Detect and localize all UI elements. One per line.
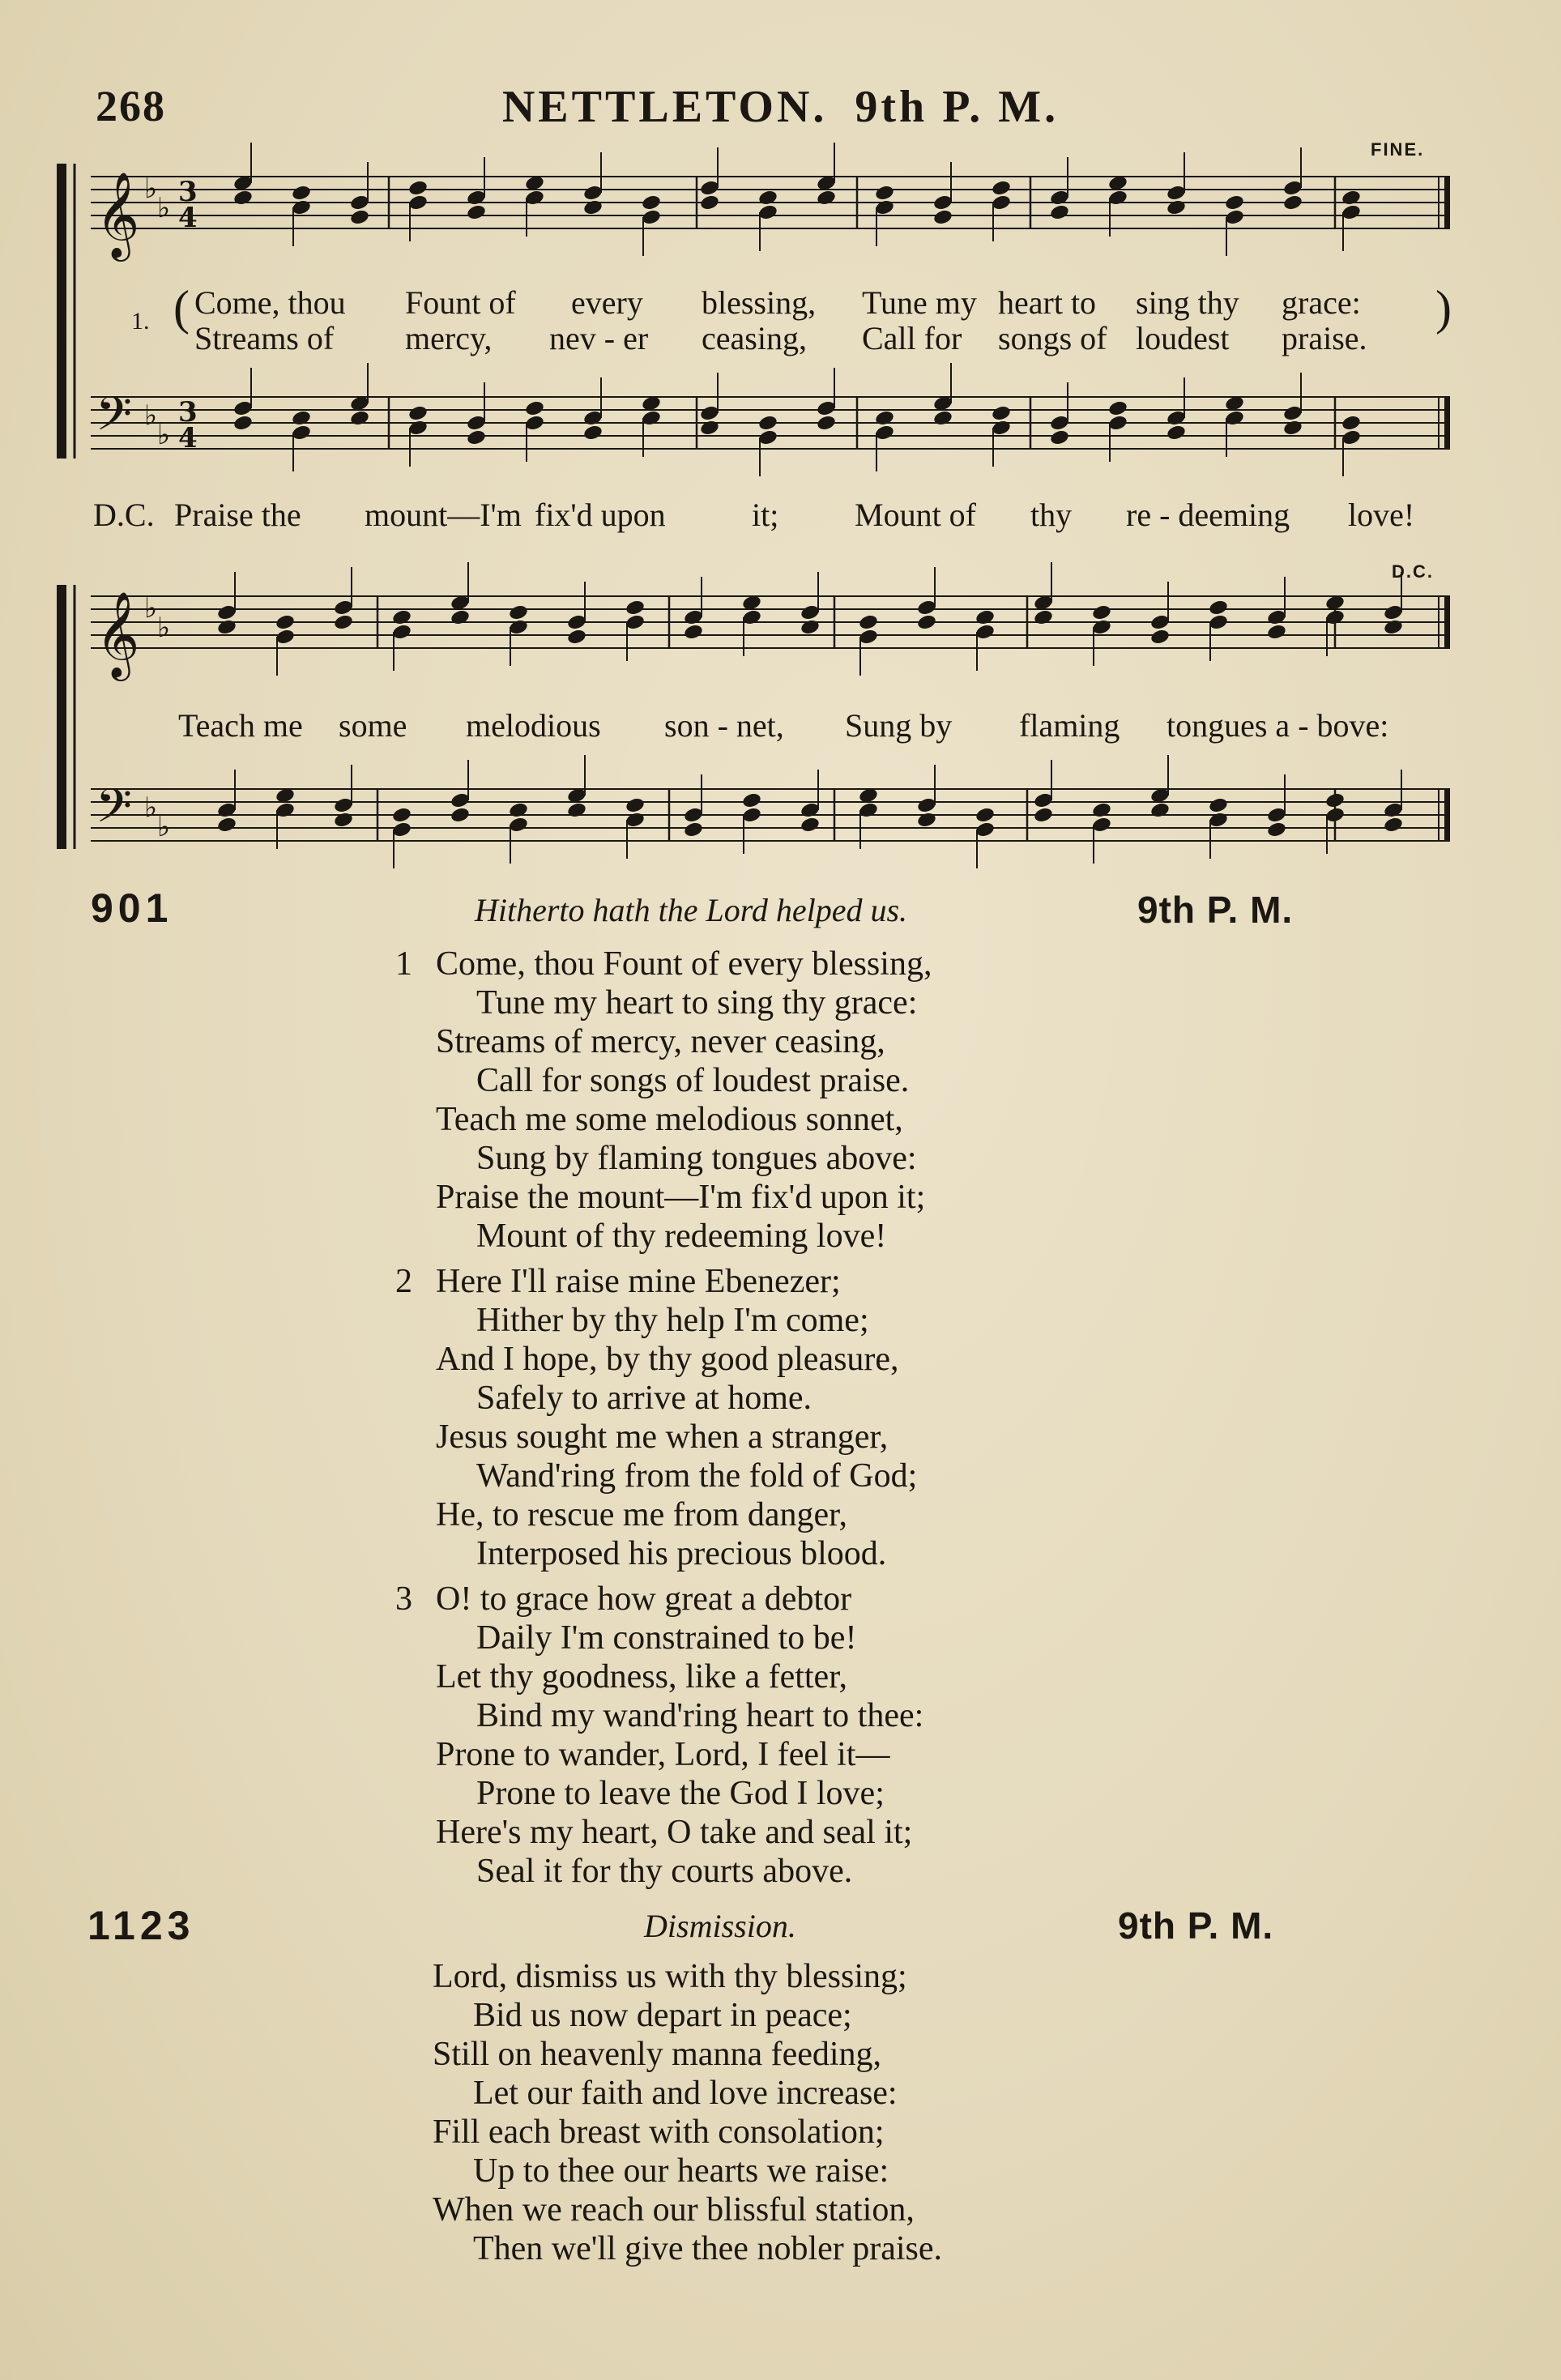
note-head bbox=[625, 599, 646, 616]
verse-line: Daily I'm constrained to be! bbox=[476, 1619, 857, 1657]
note-head bbox=[991, 179, 1012, 197]
treble-clef: 𝄞 bbox=[96, 591, 140, 677]
lyric-word: Praise the bbox=[174, 497, 301, 533]
lyric-word: Teach me bbox=[178, 707, 303, 744]
bass-clef: 𝄢 bbox=[96, 778, 133, 845]
verse-line: Sung by flaming tongues above: bbox=[476, 1140, 917, 1177]
flat-sign: ♭ bbox=[144, 791, 158, 824]
verse-line: Jesus sought me when a stranger, bbox=[436, 1418, 889, 1456]
time-signature-top: 3 bbox=[178, 176, 198, 208]
left-brace: ( bbox=[173, 281, 190, 335]
lyric-word: melodious bbox=[466, 707, 601, 744]
flat-sign: ♭ bbox=[157, 419, 171, 451]
note-head bbox=[508, 801, 529, 819]
treble-clef: 𝄞 bbox=[96, 171, 140, 258]
verse-line: Come, thou Fount of every blessing, bbox=[436, 945, 932, 983]
note-head bbox=[1049, 429, 1070, 446]
note-head bbox=[391, 608, 412, 626]
note-head bbox=[1383, 618, 1404, 636]
note-head bbox=[1149, 801, 1171, 819]
note-head bbox=[757, 414, 778, 432]
flat-sign: ♭ bbox=[157, 192, 171, 224]
note-head bbox=[407, 404, 429, 422]
flat-sign: ♭ bbox=[144, 399, 158, 432]
lyric-word: every bbox=[571, 284, 643, 321]
verse-line: Lord, dismiss us with thy blessing; bbox=[433, 1958, 907, 1995]
lyric-word: loudest bbox=[1136, 320, 1230, 356]
hymn-1123-meter: 9th P. M. bbox=[1118, 1904, 1274, 1947]
note-head bbox=[991, 404, 1012, 422]
note-head bbox=[683, 623, 704, 641]
note-head bbox=[216, 816, 237, 834]
time-signature-bottom: 4 bbox=[178, 422, 198, 454]
lyric-word: nev - er bbox=[549, 320, 649, 356]
note-head bbox=[1224, 194, 1245, 211]
note-head bbox=[800, 618, 821, 636]
lyric-word: love! bbox=[1348, 497, 1415, 533]
verse-line: Prone to wander, Lord, I feel it— bbox=[436, 1736, 890, 1773]
note-head bbox=[1266, 821, 1287, 838]
hymn-1123-text bbox=[433, 1957, 942, 2268]
lyric-word: flaming bbox=[1019, 707, 1120, 744]
note-head bbox=[566, 628, 587, 646]
note-head bbox=[757, 189, 778, 207]
verse-line: Call for songs of loudest praise. bbox=[476, 1062, 910, 1099]
note-head bbox=[1166, 198, 1187, 216]
note-head bbox=[916, 613, 937, 631]
note-head bbox=[916, 811, 937, 829]
verse-line: Interposed his precious blood. bbox=[476, 1535, 887, 1572]
stanza bbox=[436, 1262, 917, 1573]
note-head bbox=[816, 414, 837, 432]
note-head bbox=[641, 194, 662, 211]
lyric-word: D.C. bbox=[93, 497, 155, 533]
verse-line: Seal it for thy courts above. bbox=[476, 1853, 853, 1890]
note-head bbox=[450, 806, 471, 824]
note-head bbox=[582, 198, 604, 216]
time-signature-bottom: 4 bbox=[178, 202, 198, 234]
lyric-word: thy bbox=[1030, 497, 1073, 533]
verse-line: Prone to leave the God I love; bbox=[476, 1775, 885, 1812]
note-head bbox=[1383, 816, 1404, 834]
verse-line: Still on heavenly manna feeding, bbox=[433, 2036, 882, 2073]
hymn-number-1123: 1123 bbox=[87, 1903, 195, 1948]
verse-line: When we reach our blissful station, bbox=[433, 2191, 915, 2229]
note-head bbox=[291, 184, 312, 202]
stanza bbox=[436, 945, 932, 1256]
lyric-word: Sung by bbox=[845, 707, 953, 744]
note-head bbox=[333, 811, 354, 829]
page-number: 268 bbox=[96, 82, 166, 130]
note-head bbox=[932, 208, 953, 226]
verse-line: O! to grace how great a debtor bbox=[436, 1580, 852, 1618]
lyric-word: some bbox=[339, 707, 407, 744]
note-head bbox=[1091, 801, 1112, 819]
verse-line: Here's my heart, O take and seal it; bbox=[436, 1814, 913, 1851]
lyric-word: Call for bbox=[862, 320, 962, 356]
hymn-901-subtitle: Hitherto hath the Lord helped us. bbox=[475, 892, 908, 928]
verse-line: Wand'ring from the fold of God; bbox=[476, 1457, 918, 1495]
verse-line: Praise the mount—I'm fix'd upon it; bbox=[436, 1179, 926, 1216]
note-head bbox=[874, 184, 895, 202]
stanza-number: 1 bbox=[395, 945, 412, 983]
note-head bbox=[291, 409, 312, 427]
note-head bbox=[1324, 791, 1346, 809]
note-head bbox=[232, 414, 254, 432]
flat-sign: ♭ bbox=[144, 592, 158, 625]
double-bar-thick bbox=[1444, 177, 1450, 228]
lyric-word: Mount of bbox=[855, 497, 976, 533]
lyric-word: tongues a - bove: bbox=[1166, 707, 1389, 744]
note-head bbox=[1208, 599, 1229, 616]
lyric-word: heart to bbox=[998, 284, 1097, 321]
note-head bbox=[275, 613, 296, 631]
verse-line: Bid us now depart in peace; bbox=[473, 1997, 852, 2034]
bass-clef: 𝄢 bbox=[96, 386, 133, 453]
note-head bbox=[1208, 796, 1229, 814]
note-head bbox=[1282, 194, 1303, 211]
time-signature-top: 3 bbox=[178, 396, 198, 429]
lyric-word: it; bbox=[752, 497, 779, 533]
lyric-word: praise. bbox=[1282, 320, 1367, 356]
lyric-word: ceasing, bbox=[702, 320, 807, 356]
note-head bbox=[975, 806, 996, 824]
note-head bbox=[1266, 623, 1287, 641]
note-head bbox=[524, 399, 545, 417]
lyric-word: Streams of bbox=[194, 320, 335, 356]
lyric-word: grace: bbox=[1282, 284, 1361, 321]
note-head bbox=[450, 608, 471, 626]
note-head bbox=[333, 613, 354, 631]
lyric-word: mount—I'm bbox=[365, 497, 522, 533]
lyric-word: re - deeming bbox=[1126, 497, 1290, 533]
double-bar-thick bbox=[1444, 596, 1450, 648]
double-bar-thick bbox=[1444, 789, 1450, 841]
verse-line: Teach me some melodious sonnet, bbox=[436, 1101, 903, 1138]
system-bracket bbox=[57, 164, 66, 459]
note-head bbox=[975, 608, 996, 626]
system-bracket bbox=[57, 585, 66, 849]
flat-sign: ♭ bbox=[144, 173, 158, 205]
verse-line: Fill each breast with consolation; bbox=[433, 2113, 885, 2151]
note-head bbox=[1049, 203, 1070, 221]
lyric-word: fix'd upon bbox=[535, 497, 666, 533]
stanza bbox=[436, 1580, 923, 1891]
flat-sign: ♭ bbox=[157, 811, 171, 843]
hymn-901-meter: 9th P. M. bbox=[1137, 889, 1294, 931]
verse-line: Let thy goodness, like a fetter, bbox=[436, 1658, 847, 1695]
verse-line: Tune my heart to sing thy grace: bbox=[476, 984, 918, 1022]
flat-sign: ♭ bbox=[157, 612, 171, 644]
verse-line: Let our faith and love increase: bbox=[473, 2075, 898, 2112]
note-head bbox=[816, 189, 837, 207]
note-head bbox=[566, 801, 587, 819]
lyric-word: sing thy bbox=[1136, 284, 1239, 321]
note-head bbox=[1091, 604, 1112, 621]
note-head bbox=[1282, 419, 1303, 437]
verse-line: Bind my wand'ring heart to thee: bbox=[476, 1697, 924, 1734]
note-head bbox=[800, 816, 821, 834]
note-head bbox=[1033, 806, 1054, 824]
note-head bbox=[349, 409, 370, 427]
fine-mark: FINE. bbox=[1371, 139, 1425, 160]
note-head bbox=[407, 179, 429, 197]
verse-line: Mount of thy redeeming love! bbox=[476, 1218, 887, 1255]
note-head bbox=[1166, 424, 1187, 441]
note-head bbox=[216, 618, 237, 636]
note-head bbox=[874, 409, 895, 427]
tune-meter: 9th P. M. bbox=[855, 82, 1060, 132]
note-head bbox=[466, 429, 487, 446]
note-head bbox=[1033, 608, 1054, 626]
right-brace: ) bbox=[1435, 281, 1452, 335]
note-head bbox=[1341, 189, 1362, 207]
verse-line: Then we'll give thee nobler praise. bbox=[473, 2230, 943, 2267]
note-head bbox=[1107, 399, 1128, 417]
verse-line: Up to thee our hearts we raise: bbox=[473, 2152, 889, 2190]
verse-line: He, to rescue me from danger, bbox=[436, 1496, 847, 1533]
verse-line: Streams of mercy, never ceasing, bbox=[436, 1023, 885, 1060]
lyric-word: Come, thou bbox=[194, 284, 346, 321]
note-head bbox=[683, 821, 704, 838]
note-head bbox=[1341, 414, 1362, 432]
note-head bbox=[349, 208, 370, 226]
note-head bbox=[1149, 628, 1171, 646]
lyric-word: son - net, bbox=[664, 707, 784, 744]
verse-line: Here I'll raise mine Ebenezer; bbox=[436, 1263, 841, 1300]
music-verse-number: 1. bbox=[131, 308, 150, 335]
note-head bbox=[699, 419, 720, 437]
note-head bbox=[932, 409, 953, 427]
lyric-word: blessing, bbox=[702, 284, 817, 321]
note-head bbox=[391, 806, 412, 824]
note-head bbox=[232, 189, 254, 207]
note-head bbox=[466, 203, 487, 221]
verse-line: Hither by thy help I'm come; bbox=[476, 1302, 869, 1339]
note-head bbox=[858, 613, 879, 631]
note-head bbox=[625, 796, 646, 814]
hymn-1123-subtitle: Dismission. bbox=[644, 1908, 796, 1944]
lyric-word: Tune my bbox=[862, 284, 977, 321]
dc-mark: D.C. bbox=[1392, 561, 1434, 582]
stanza-number: 3 bbox=[395, 1580, 412, 1618]
lyric-word: mercy, bbox=[405, 320, 493, 356]
note-head bbox=[741, 791, 762, 809]
verse-line: Safely to arrive at home. bbox=[476, 1380, 812, 1417]
note-head bbox=[582, 424, 604, 441]
tune-name: NETTLETON. bbox=[501, 82, 828, 132]
note-head bbox=[508, 604, 529, 621]
lyric-word: songs of bbox=[998, 320, 1107, 356]
stanza-number: 2 bbox=[395, 1263, 412, 1300]
double-bar-thick bbox=[1444, 397, 1450, 449]
lyric-word: Fount of bbox=[405, 284, 516, 321]
verse-line: And I hope, by thy good pleasure, bbox=[436, 1341, 899, 1378]
note-head bbox=[699, 194, 720, 211]
hymn-number-901: 901 bbox=[91, 885, 173, 931]
